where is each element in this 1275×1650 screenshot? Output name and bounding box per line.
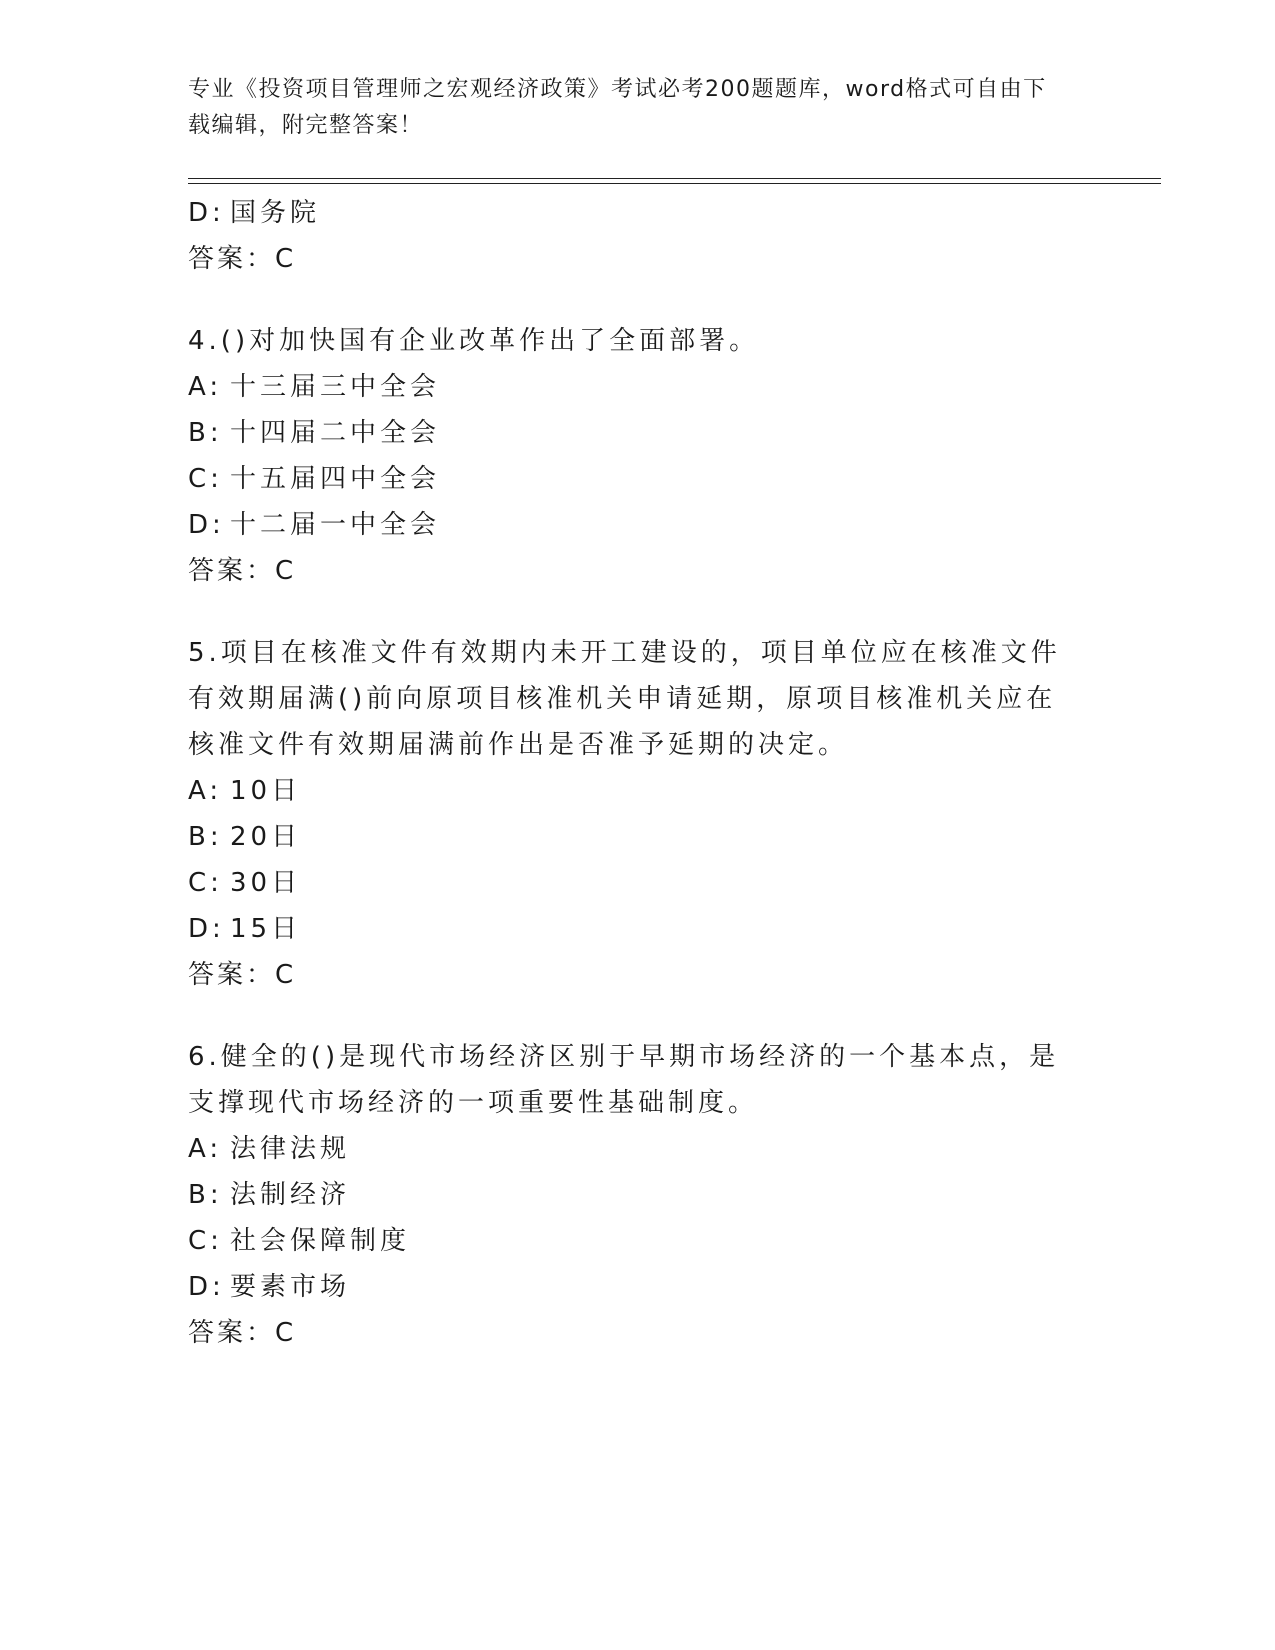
- option-label: D:: [188, 914, 225, 944]
- option-label: C:: [188, 1226, 223, 1256]
- option-text: 十四届二中全会: [230, 418, 441, 448]
- header-rule-bottom: [188, 183, 1161, 184]
- question-6-option-a: [188, 1126, 1068, 1172]
- question-4-option-d: [188, 502, 1068, 548]
- option-text: 法律法规: [230, 1134, 351, 1164]
- option-label: D:: [188, 198, 225, 228]
- option-text: 15日: [230, 914, 302, 944]
- question-content: [188, 190, 1068, 1356]
- option-text: 十二届一中全会: [230, 510, 441, 540]
- option-text: 10日: [230, 776, 302, 806]
- question-6-option-d: [188, 1264, 1068, 1310]
- option-text: 20日: [230, 822, 302, 852]
- option-text: 法制经济: [230, 1180, 351, 1210]
- option-text: 要素市场: [230, 1272, 351, 1302]
- question-6-option-b: [188, 1172, 1068, 1218]
- option-text: 社会保障制度: [230, 1226, 411, 1256]
- option-label: D:: [188, 1272, 225, 1302]
- header-rule-top: [188, 178, 1161, 179]
- question-6-answer: 答案：C: [188, 1318, 297, 1348]
- option-label: B:: [188, 1180, 223, 1210]
- partial-option-d: [188, 190, 1068, 236]
- document-header: 专业《投资项目管理师之宏观经济政策》考试必考200题题库，word格式可自由下载编辑，附完整答案！: [188, 77, 1047, 138]
- option-text: 30日: [230, 868, 302, 898]
- partial-answer: 答案：C: [188, 244, 297, 274]
- question-stem-4: 4.()对加快国有企业改革作出了全面部署。: [188, 326, 760, 356]
- question-5-option-b: [188, 814, 1068, 860]
- option-label: D:: [188, 510, 225, 540]
- question-5-option-a: [188, 768, 1068, 814]
- option-label: A:: [188, 372, 223, 402]
- option-text: 十三届三中全会: [230, 372, 441, 402]
- option-label: C:: [188, 464, 223, 494]
- question-4-option-c: [188, 456, 1068, 502]
- question-6-option-c: [188, 1218, 1068, 1264]
- option-label: B:: [188, 822, 223, 852]
- question-stem-5: 5.项目在核准文件有效期内未开工建设的，项目单位应在核准文件有效期届满()前向原项目核准机关申请延期，原项目核准机关应在核准文件有效期届满前作出是否准予延期的决定。: [188, 638, 1061, 760]
- question-5-answer: 答案：C: [188, 960, 297, 990]
- option-label: A:: [188, 1134, 223, 1164]
- question-5-option-c: [188, 860, 1068, 906]
- question-4-option-a: [188, 364, 1068, 410]
- question-stem-6: 6.健全的()是现代市场经济区别于早期市场经济的一个基本点，是支撑现代市场经济的一项重要性基础制度。: [188, 1042, 1060, 1118]
- question-4-answer: 答案：C: [188, 556, 297, 586]
- option-label: A:: [188, 776, 223, 806]
- option-label: C:: [188, 868, 223, 898]
- option-text: 国务院: [230, 198, 321, 228]
- option-label: B:: [188, 418, 223, 448]
- question-5-option-d: [188, 906, 1068, 952]
- question-4-option-b: [188, 410, 1068, 456]
- option-text: 十五届四中全会: [230, 464, 441, 494]
